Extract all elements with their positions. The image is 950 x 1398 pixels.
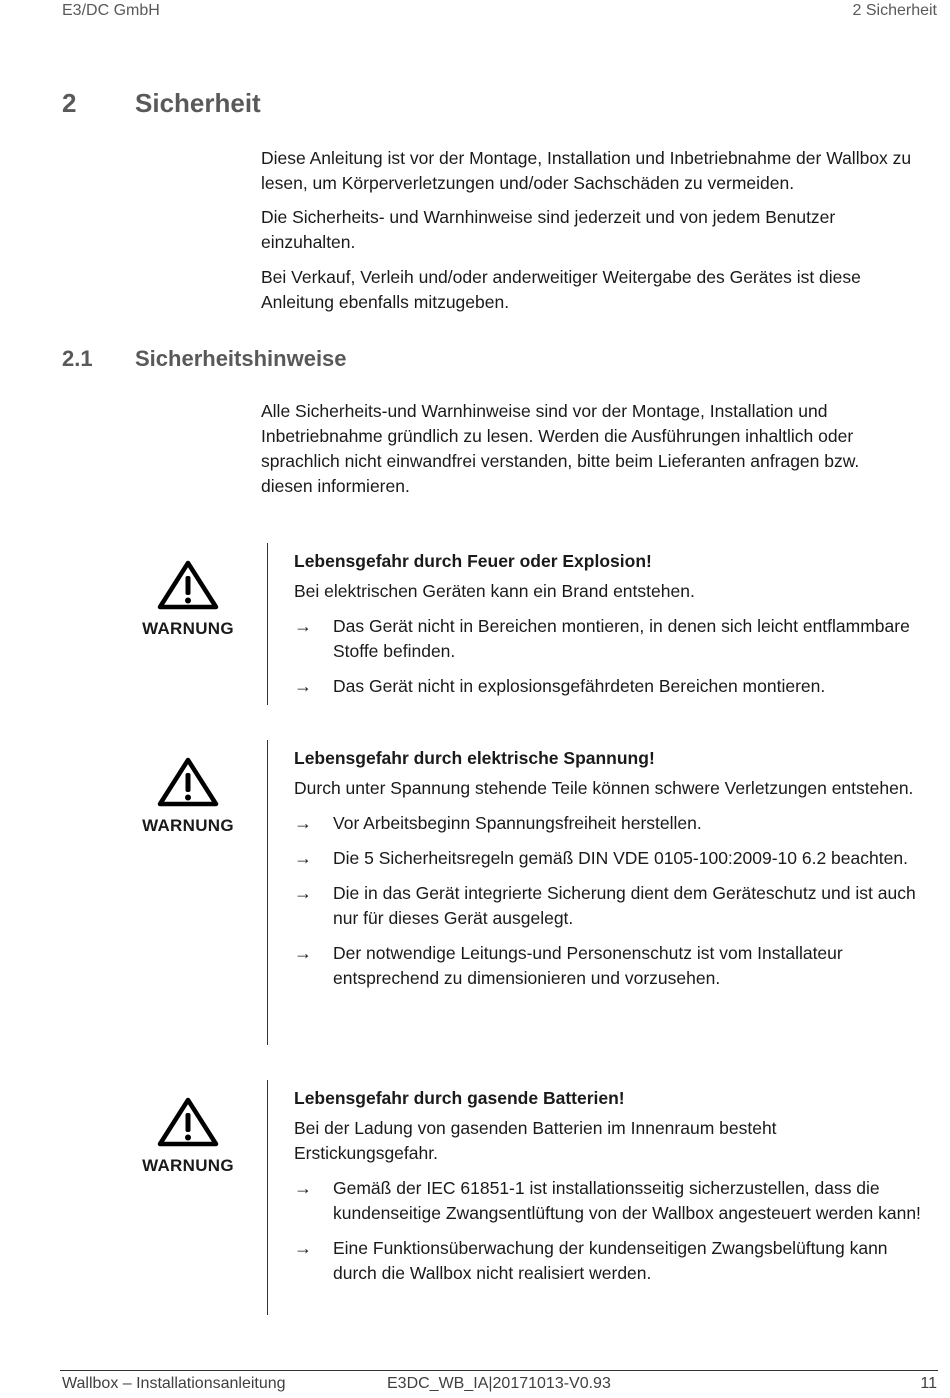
warning-divider [267, 543, 268, 705]
warning-text: Bei der Ladung von gasenden Batterien im Innenraum besteht Erstickungsgefahr. [294, 1118, 777, 1163]
footer-doc-id: E3DC_WB_IA|20171013-V0.93 [387, 1375, 611, 1392]
arrow-icon: → [294, 943, 312, 963]
warning-text: Durch unter Spannung stehende Teile können schwere Verletzungen entstehen. [294, 778, 914, 798]
intro-paragraph-2: Die Sicherheits- und Warnhinweise sind jederzeit und von jedem Benutzer einzuhalten. [261, 207, 836, 252]
warning-list-item-text: Eine Funktionsüberwachung der kundenseitigen Zwangsbelüftung kann durch die Wallbox nicht realisiert werden. [333, 1238, 888, 1283]
warning-text: Bei elektrischen Geräten kann ein Brand entstehen. [294, 581, 695, 601]
warning-content [294, 549, 924, 709]
warning-list-item [294, 846, 924, 871]
warning-list-item-text: Die in das Gerät integrierte Sicherung dient dem Geräteschutz und ist auch nur für dieses Gerät ausgelegt. [333, 883, 916, 928]
subsection-title: Sicherheitshinweise [135, 346, 347, 371]
warning-list-item [294, 614, 924, 664]
warning-list-item [294, 674, 924, 699]
warning-title: Lebensgefahr durch elektrische Spannung! [294, 748, 655, 768]
page-number: 11 [920, 1375, 937, 1392]
warning-divider [267, 1080, 268, 1315]
subsection-paragraph: Alle Sicherheits-und Warnhinweise sind vor der Montage, Installation und Inbetriebnahme gründlich zu lesen. Werden die Ausführungen inhaltlich oder sprachlich nicht einwandfrei verstanden, bitte beim Lieferanten anfragen bzw. diesen informieren. [261, 401, 860, 496]
warning-list-item [294, 1236, 924, 1286]
warning-list-item-text: Der notwendige Leitungs-und Personenschutz ist vom Installateur entsprechend zu dimensionieren und vorzusehen. [333, 943, 843, 988]
warning-triangle-icon [156, 756, 220, 808]
arrow-icon: → [294, 1238, 312, 1258]
arrow-icon: → [294, 813, 312, 833]
arrow-icon: → [294, 883, 312, 903]
warning-label: WARNUNG [142, 619, 234, 638]
warning-block-fire [110, 543, 930, 705]
warning-list-item [294, 811, 924, 836]
intro-paragraph-1: Diese Anleitung ist vor der Montage, Installation und Inbetriebnahme der Wallbox zu lesen, um Körperverletzungen und/oder Sachschäden zu vermeiden. [261, 148, 912, 193]
warning-title: Lebensgefahr durch gasende Batterien! [294, 1088, 625, 1108]
warning-block-battery [110, 1080, 930, 1315]
section-title: Sicherheit [135, 88, 261, 118]
footer-title: Wallbox – Installationsanleitung [62, 1375, 286, 1392]
warning-list-item-text: Die 5 Sicherheitsregeln gemäß DIN VDE 0105-100:2009-10 6.2 beachten. [333, 848, 908, 868]
warning-list-item [294, 941, 924, 991]
warning-divider [267, 740, 268, 1045]
warning-triangle-icon [156, 1096, 220, 1148]
arrow-icon: → [294, 848, 312, 868]
warning-title: Lebensgefahr durch Feuer oder Explosion! [294, 551, 652, 571]
warning-list-item [294, 1176, 924, 1226]
intro-paragraph-3: Bei Verkauf, Verleih und/oder anderweitiger Weitergabe des Gerätes ist diese Anleitung ebenfalls mitzugeben. [261, 267, 861, 312]
warning-icon-group [110, 559, 266, 639]
arrow-icon: → [294, 616, 312, 636]
warning-icon-group [110, 1096, 266, 1176]
arrow-icon: → [294, 676, 312, 696]
warning-list-item-text: Das Gerät nicht in explosionsgefährdeten Bereichen montieren. [333, 676, 826, 696]
warning-icon-group [110, 756, 266, 836]
footer-divider [60, 1370, 938, 1371]
arrow-icon: → [294, 1178, 312, 1198]
header-chapter: 2 Sicherheit [852, 2, 937, 19]
section-number: 2 [62, 88, 77, 118]
warning-content [294, 1086, 924, 1296]
warning-content [294, 746, 924, 1001]
warning-list-item-text: Das Gerät nicht in Bereichen montieren, in denen sich leicht entflammbare Stoffe befinden. [333, 616, 910, 661]
warning-list-item-text: Vor Arbeitsbeginn Spannungsfreiheit herstellen. [333, 813, 702, 833]
subsection-number: 2.1 [62, 346, 93, 371]
warning-list-item [294, 881, 924, 931]
warning-label: WARNUNG [142, 816, 234, 835]
warning-label: WARNUNG [142, 1156, 234, 1175]
header-company: E3/DC GmbH [62, 2, 160, 19]
warning-block-voltage [110, 740, 930, 1045]
warning-list-item-text: Gemäß der IEC 61851-1 ist installationsseitig sicherzustellen, dass die kundenseitige Zwangsentlüftung von der Wallbox angesteuert werden kann! [333, 1178, 921, 1223]
warning-triangle-icon [156, 559, 220, 611]
